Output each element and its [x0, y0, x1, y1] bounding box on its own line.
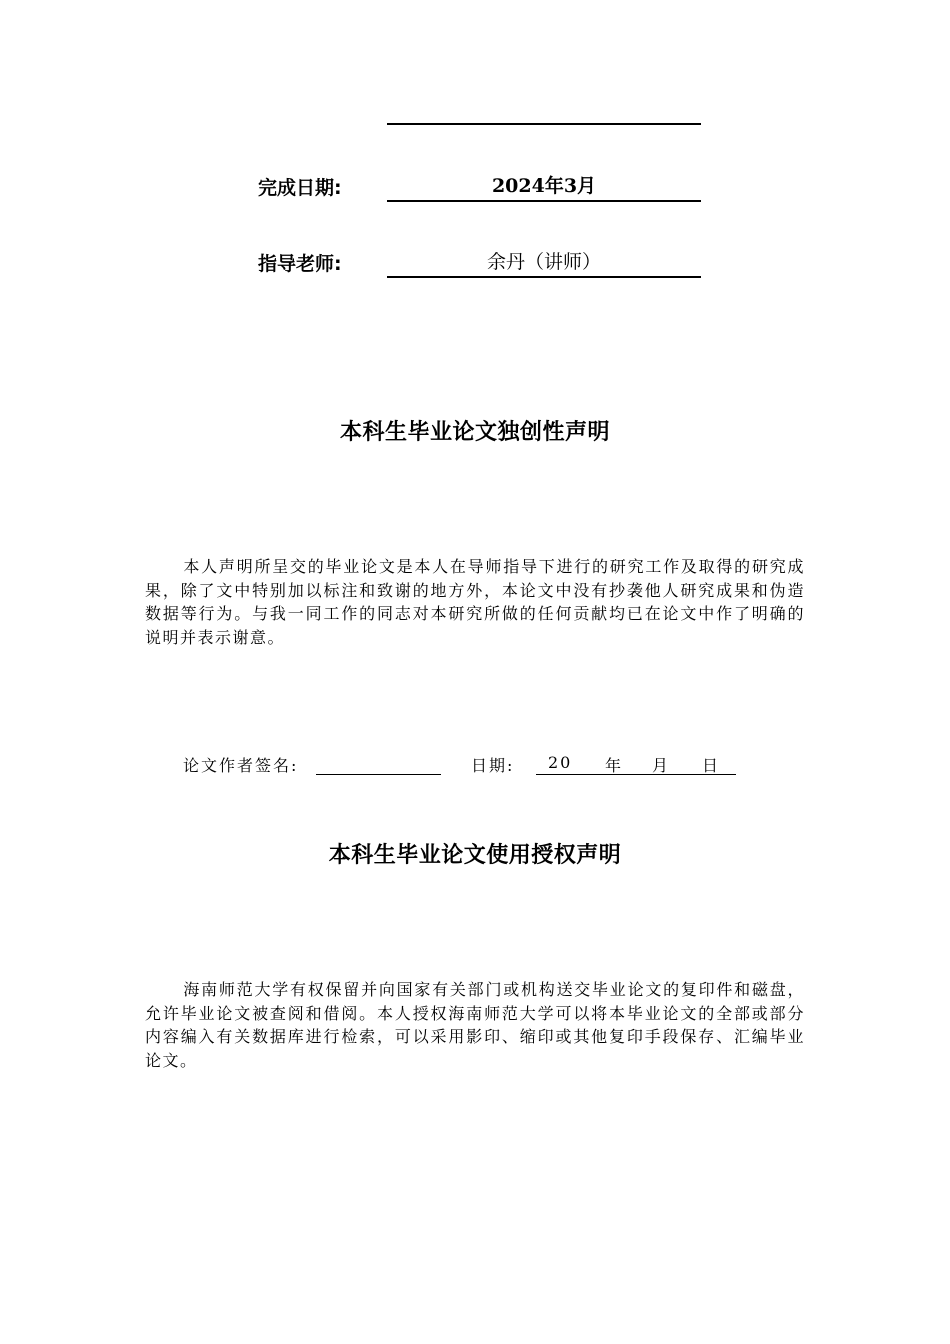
advisor-label: 指导老师: — [258, 253, 342, 275]
completion-date-row — [258, 170, 701, 202]
author-signature-label: 论文作者签名: — [183, 756, 299, 775]
originality-statement: 本人声明所呈交的毕业论文是本人在导师指导下进行的研究工作及取得的研究成果，除了文中特别加以标注和致谢的地方外，本论文中没有抄袭他人研究成果和伪造数据等行为。与我一同工作的同志对本研究所做的任何贡献均已在论文中作了明确的说明并表示谢意。 — [145, 557, 805, 647]
date-year-char: 年 — [605, 756, 624, 775]
advisor-row — [258, 246, 701, 278]
authorization-title: 本科生毕业论文使用授权声明 — [328, 843, 622, 868]
authorization-statement: 海南师范大学有权保留并向国家有关部门或机构送交毕业论文的复印件和磁盘，允许毕业论文被查阅和借阅。本人授权海南师范大学可以将本毕业论文的全部或部分内容编入有关数据库进行检索，可以采用影印、缩印或其他复印手段保存、汇编毕业论文。 — [145, 980, 805, 1070]
completion-date-label: 完成日期: — [258, 177, 342, 199]
date-month-char: 月 — [652, 756, 671, 775]
date-label: 日期: — [471, 756, 515, 775]
advisor-value: 余丹（讲师） — [387, 248, 701, 278]
originality-title: 本科生毕业论文独创性声明 — [339, 420, 610, 445]
date-day-char: 日 — [702, 756, 721, 775]
completion-date-value: 2024年3月 — [387, 172, 701, 202]
blank-underline — [387, 123, 701, 125]
author-signature-field[interactable] — [316, 774, 441, 775]
date-field[interactable] — [536, 753, 736, 775]
date-year-prefix: 20 — [548, 753, 573, 772]
